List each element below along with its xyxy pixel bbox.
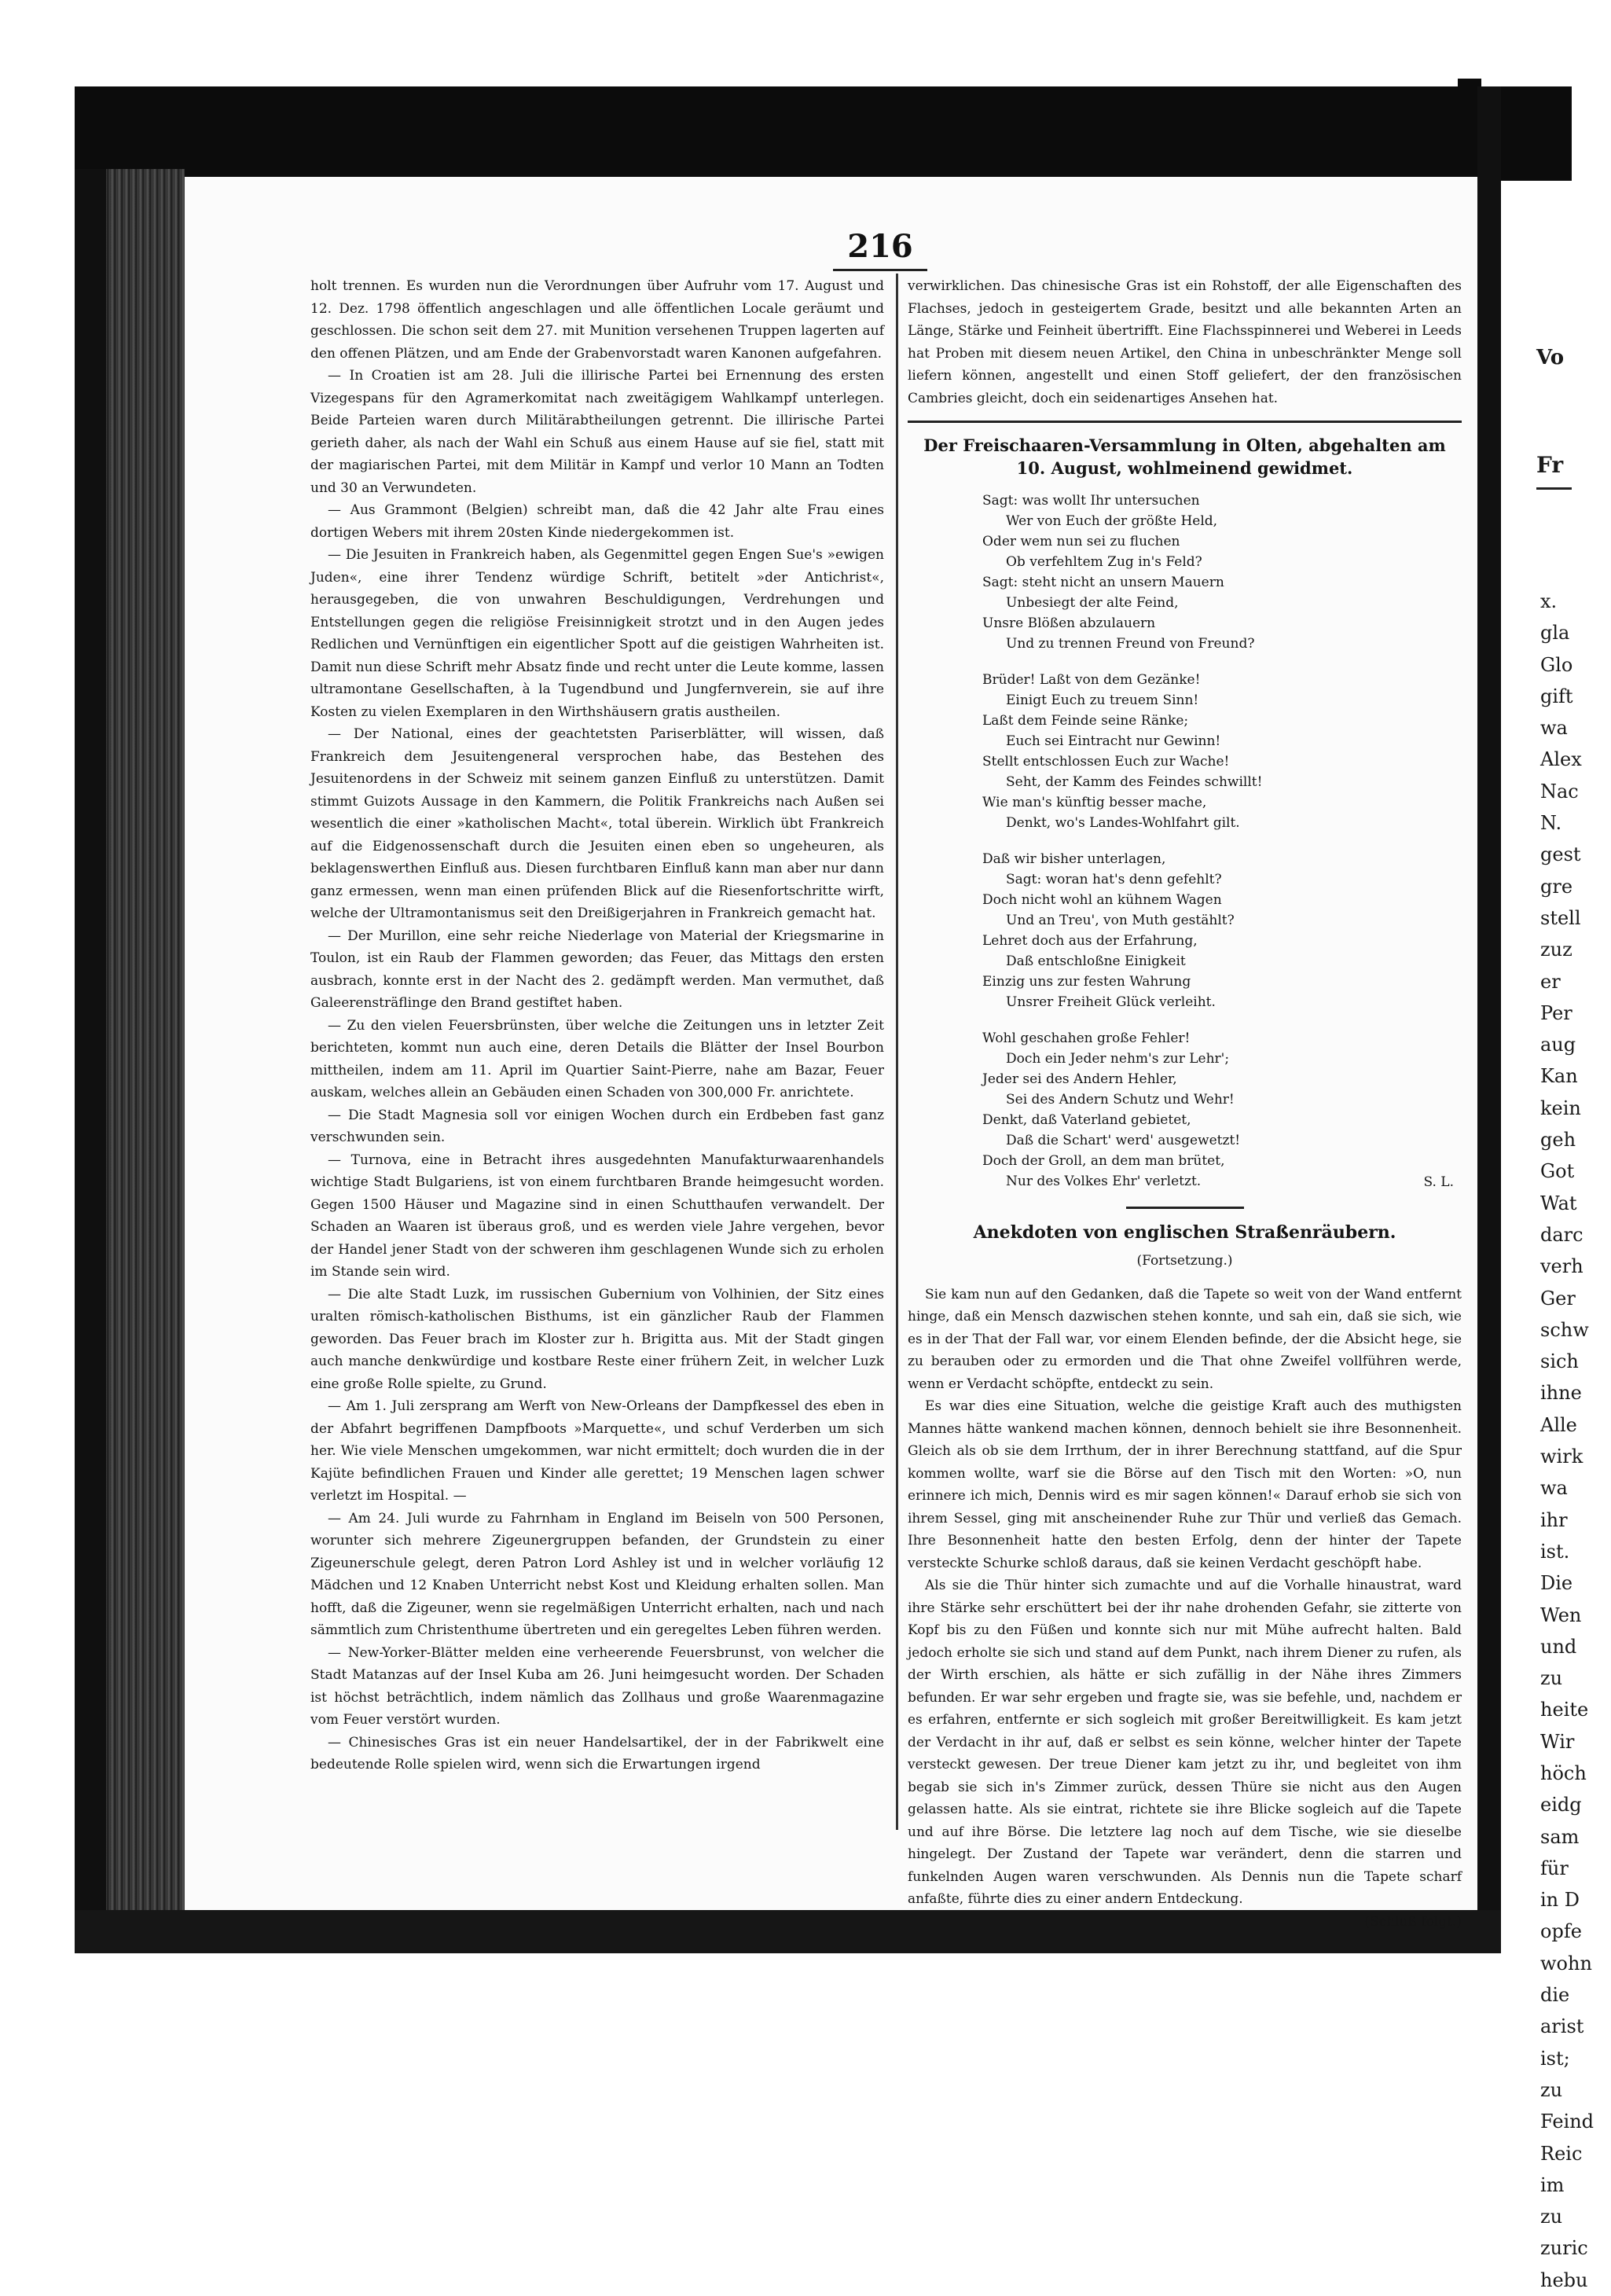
poem-line: Daß entschloßne Einigkeit: [1006, 953, 1186, 969]
page-number: 216: [847, 228, 913, 265]
next-page-line-fragment: Kan: [1540, 1065, 1578, 1088]
poem-line: Unsre Blößen abzulauern: [982, 615, 1156, 631]
poem-line: Nur des Volkes Ehr' verletzt.: [1006, 1174, 1202, 1189]
poem-line: Einzig uns zur festen Wahrung: [982, 974, 1191, 990]
next-page-line-fragment: ist.: [1540, 1540, 1570, 1563]
poem-line: Stellt entschlossen Euch zur Wache!: [982, 754, 1230, 770]
next-page-line-fragment: Got: [1540, 1160, 1575, 1183]
scan-top-margin: [0, 0, 1572, 86]
next-page-line-fragment: ihr: [1540, 1508, 1568, 1531]
section-rule: [908, 421, 1462, 423]
poem-line: Und an Treu', von Muth gestählt?: [1006, 913, 1235, 928]
news-item: — Aus Grammont (Belgien) schreibt man, daß die 42 Jahr alte Frau eines dortigen Webers mit ihrem 20sten Kinde niedergekommen ist.: [310, 502, 884, 541]
poem-line: Jeder sei des Andern Hehler,: [982, 1071, 1177, 1087]
news-item: — Turnova, eine in Betracht ihres ausgedehnten Manufakturwaarenhandels wichtige Stadt Bulgariens, ist von einem furchtbaren Brande heimgesucht worden. Gegen 1500 Häuser und Magazine sind in einen Schutthaufen verwandelt. Der Schaden an Waaren ist überaus groß, und es werden viele Jahre vergehen, bevor der Handel jener Stadt von der schweren ihm geschlagenen Wunde sich zu erholen im Stande sein wird.: [310, 1152, 884, 1280]
next-page-line-fragment: Alle: [1540, 1413, 1577, 1436]
next-page-line-fragment: wa: [1540, 717, 1568, 740]
next-page-line-fragment: wirk: [1540, 1446, 1583, 1468]
next-page-title-fragment: Fr: [1536, 452, 1564, 478]
news-item: — In Croatien ist am 28. Juli die illirische Partei bei Ernennung des ersten Vizegespans für den Agramerkomitat nach zweitägigem Wahlkampf unterlegen. Beide Parteien waren durch Militärabtheilungen getrennt. Die illirische Partei gerieth daher, als nach der Wahl ein Schuß aus einem Hause auf sie fiel, statt mit der magiarischen Partei, mit dem Militär in Kampf und verlor 10 Mann an Todten und 30 an Verwundeten.: [310, 368, 884, 496]
poem-line: Unsrer Freiheit Glück verleiht.: [1006, 994, 1216, 1010]
scan-bottom-margin: [0, 1953, 1572, 2079]
poem-stanza: [982, 1028, 1462, 1192]
poem-line: Daß wir bisher unterlagen,: [982, 851, 1166, 867]
news-item: — New-Yorker-Blätter melden eine verheerende Feuersbrunst, von welcher die Stadt Matanzas auf der Insel Kuba am 26. Juni heimgesucht worden. Der Schaden ist höchst beträchtlich, indem nämlich das Zollhaus und große Waarenmagazine vom Feuer verstört wurden.: [310, 1644, 884, 1728]
next-page-line-fragment: gift: [1540, 685, 1573, 707]
poem-line: Oder wem nun sei zu fluchen: [982, 534, 1180, 549]
next-page-line-fragment: gest: [1540, 843, 1581, 866]
next-page-line-fragment: Feind: [1540, 2110, 1594, 2133]
poem-line: Sagt: was wollt Ihr untersuchen: [982, 493, 1200, 509]
next-page-line-fragment: heite: [1540, 1699, 1589, 1721]
news-item: — Der National, eines der geachtetsten Pariserblätter, will wissen, daß Frankreich dem Jesuitengeneral versprochen habe, das Bestehen des Jesuitenordens in der Schweiz mit seinem ganzen Einfluß zu unterstützen. Damit stimmt Guizots Aussage in den Kammern, die Politik Frankreichs nach Außen sei wesentlich die einer »katholischen Macht«, total überein. Wirklich übt Frankreich auf die Eidgenossenschaft durch die Jesuiten einen eben so ungeheuren, als beklagenswerthen Einfluß aus. Diesen furchtbaren Einfluß kann man aber nur dann ganz ermessen, wenn man einen prüfenden Blick auf die Riesenfortschritte wirft, welche der Ultramontanismus seit den Dreißigerjahren in Frankreich gemacht hat.: [310, 726, 884, 921]
next-page-line-fragment: und: [1540, 1635, 1577, 1658]
poem-line: Wie man's künftig besser mache,: [982, 795, 1207, 810]
next-page-line-fragment: aug: [1540, 1034, 1576, 1056]
next-page-line-fragment: zuz: [1540, 939, 1572, 961]
next-page-line-fragment: arist: [1540, 2015, 1584, 2038]
poem: [982, 490, 1462, 1192]
poem-line: Sagt: woran hat's denn gefehlt?: [1006, 872, 1222, 887]
poem-line: Einigt Euch zu treuem Sinn!: [1006, 692, 1199, 708]
next-page-text-fragments: [1540, 586, 1611, 2296]
poem-line: Doch nicht wohl an kühnem Wagen: [982, 892, 1222, 908]
next-page-line-fragment: N.: [1540, 812, 1562, 835]
next-page-line-fragment: darc: [1540, 1223, 1583, 1246]
next-page-line-fragment: verh: [1540, 1255, 1583, 1278]
next-page-line-fragment: Wir: [1540, 1730, 1575, 1753]
next-page-line-fragment: Nac: [1540, 780, 1579, 803]
news-item: — Die alte Stadt Luzk, im russischen Gubernium von Volhinien, der Sitz eines uralten römisch-katholischen Bisthums, ist ein gänzlicher Raub der Flammen geworden. Das Feuer brach im Kloster zur h. Brigitta aus. Mit der Stadt gingen auch manche denkwürdige und kostbare Reste einer frühern Zeit, in welcher Luzk eine große Rolle spielte, zu Grund.: [310, 1286, 884, 1392]
section-rule-short: [1126, 1207, 1244, 1209]
story-subtitle: (Fortsetzung.): [1136, 1253, 1233, 1269]
next-page-line-fragment: er: [1540, 970, 1561, 993]
poem-line: Sagt: steht nicht an unsern Mauern: [982, 575, 1224, 590]
next-page-line-fragment: wa: [1540, 1477, 1568, 1500]
next-page-line-fragment: Reic: [1540, 2142, 1583, 2165]
next-page-line-fragment: sich: [1540, 1350, 1579, 1373]
gutter-shadow: [1477, 86, 1501, 1926]
story-paragraph: Es war dies eine Situation, welche die geistige Kraft auch des muthigsten Mannes hätte wankend machen können, dennoch behielt sie ihre Besonnenheit. Gleich als ob sie dem Irrthum, der in ihrer Berechnung stattfand, auf die Spur kommen wollte, warf sie die Börse auf den Tisch mit den Worten: »O, nun erinnere ich mich, Dennis wird es mir sagen können!« Darauf erhob sie sich von ihrem Sessel, ging mit anscheinender Ruhe zur Thür und verließ das Gemach. Ihre Besonnenheit hatte den besten Erfolg, denn der hinter der Tapete versteckte Schurke schloß daraus, daß sie keinen Verdacht geschöpft habe.: [908, 1398, 1462, 1571]
next-page-line-fragment: Glo: [1540, 653, 1573, 676]
news-item: — Die Jesuiten in Frankreich haben, als Gegenmittel gegen Engen Sue's »ewigen Juden«, eine ihrer Tendenz würdige Schrift, betitelt »der Antichrist«, herausgegeben, die von unwahren Beschuldigungen, Verdrehungen und Entstellungen gegen die religiöse Freisinnigkeit strotzt und in den Augen jedes Redlichen und Vernünftigen ein eigentlicher Spott auf die geistigen Wahrheiten ist. Damit nun diese Schrift mehr Absatz finde und recht unter die Leute komme, lassen ultramontane Gesellschaften, à la Tugendbund und Jungfernverein, sie auf ihre Kosten zu vielen Exemplaren in den Wirthshäusern gratis austheilen.: [310, 547, 884, 720]
poem-line: Laßt dem Feinde seine Ränke;: [982, 713, 1189, 729]
page-number-rule: [833, 269, 927, 271]
book-edge-shadow: [75, 169, 106, 1941]
next-page-line-fragment: Alex: [1540, 748, 1582, 771]
story-conclusion: (Schluß folgt.): [1364, 1913, 1462, 1930]
right-column: [908, 275, 1462, 1933]
next-page-line-fragment: höch: [1540, 1761, 1587, 1784]
column-divider: [896, 274, 898, 1830]
poem-stanza: [982, 849, 1462, 1012]
poem-line: Lehret doch aus der Erfahrung,: [982, 933, 1198, 949]
scan-top-shadow: [75, 86, 1572, 181]
next-page-line-fragment: schw: [1540, 1318, 1589, 1341]
poem-title: Der Freischaaren-Versammlung in Olten, abgehalten am 10. August, wohlmeinend gewidmet.: [923, 435, 1446, 478]
next-page-line-fragment: zu: [1540, 2206, 1563, 2228]
news-item: — Am 1. Juli zersprang am Werft von New-Orleans der Dampfkessel des eben in der Abfahrt begriffenen Dampfboots »Marquette«, und schuf Verderben um sich her. Wie viele Menschen umgekommen, war nicht ermittelt; doch wurden die in der Kajüte befindlichen Frauen und Kinder alle gerettet; 19 Menschen lagen schwer verletzt im Hospital. —: [310, 1398, 884, 1504]
poem-line: Ob verfehltem Zug in's Feld?: [1006, 554, 1202, 570]
next-page-line-fragment: in D: [1540, 1889, 1580, 1912]
next-page-line-fragment: gre: [1540, 875, 1573, 898]
story-paragraph: Sie kam nun auf den Gedanken, daß die Tapete so weit von der Wand entfernt hinge, daß ein Mensch dazwischen stehen konnte, und sah ein, daß sie sich, wie es in der That der Fall war, vor einem Elenden befinde, der die Absicht hege, sie zu berauben oder zu ermorden und die That ohne Zweifel vollführen werde, wenn er Verdacht schöpfte, entdeckt zu sein.: [908, 1286, 1462, 1392]
poem-line: Sei des Andern Schutz und Wehr!: [1006, 1092, 1235, 1108]
next-page-line-fragment: ist;: [1540, 2047, 1570, 2070]
news-item: holt trennen. Es wurden nun die Verordnungen über Aufruhr vom 17. August und 12. Dez. 1798 öffentlich angeschlagen und alle öffentlichen Locale geräumt und geschlossen. Die schon seit dem 27. mit Munition versehenen Truppen lagerten auf den offenen Plätzen, und am Ende der Grabenvorstadt waren Kanonen aufgefahren.: [310, 278, 884, 362]
poem-line: Daß die Schart' werd' ausgewetzt!: [1006, 1133, 1241, 1148]
next-page-line-fragment: zu: [1540, 2078, 1563, 2101]
next-page-line-fragment: hebu: [1540, 2268, 1588, 2291]
news-item-continuation: verwirklichen. Das chinesische Gras ist ein Rohstoff, der alle Eigenschaften des Flachses, jedoch in gesteigertem Grade, besitzt und alle bekannten Arten an Länge, Stärke und Feinheit übertrifft. Eine Flachsspinnerei und Weberei in Leeds hat Proben mit diesem neuen Artikel, den China in unbeschränkter Menge soll liefern können, angestellt und einen Stoff geliefert, der den französischen Cambries gleicht, doch ein seidenartiges Ansehen hat.: [908, 278, 1462, 406]
news-item: — Chinesisches Gras ist ein neuer Handelsartikel, der in der Fabrikwelt eine bedeutende Rolle spielen wird, wenn sich die Erwartungen irgend: [310, 1734, 884, 1773]
next-page-line-fragment: ihne: [1540, 1382, 1582, 1405]
poem-signature: S. L.: [1423, 1174, 1454, 1190]
poem-line: Denkt, wo's Landes-Wohlfahrt gilt.: [1006, 815, 1240, 831]
next-page-line-fragment: x.: [1540, 590, 1558, 612]
next-page-line-fragment: zuric: [1540, 2237, 1588, 2260]
next-page-line-fragment: für: [1540, 1857, 1569, 1879]
poem-line: Wohl geschahen große Fehler!: [982, 1030, 1191, 1046]
poem-line: Und zu trennen Freund von Freund?: [1006, 636, 1255, 652]
story-title: Anekdoten von englischen Straßenräubern.: [973, 1221, 1396, 1243]
next-page-line-fragment: Wen: [1540, 1604, 1582, 1626]
next-page-line-fragment: Ger: [1540, 1287, 1576, 1310]
next-page-line-fragment: im: [1540, 2173, 1565, 2196]
next-page-line-fragment: geh: [1540, 1129, 1576, 1152]
poem-stanza: [982, 490, 1462, 654]
next-page-line-fragment: sam: [1540, 1825, 1580, 1848]
poem-line: Seht, der Kamm des Feindes schwillt!: [1006, 774, 1263, 790]
news-item: — Am 24. Juli wurde zu Fahrnham in England im Beiseln von 500 Personen, worunter sich mehrere Zigeunergruppen befanden, der Grundstein zu einer Zigeunerschule gelegt, deren Patron Lord Ashley ist und in welcher vorläufig 12 Mädchen und 12 Knaben Unterricht nebst Kost und Kleidung erhalten sollen. Man hofft, daß die Zigeuner, wenn sie regelmäßigen Unterricht erhalten, nach und nach sämmtlich zum Christenthume übertreten und ein geregeltes Leben führen werden.: [310, 1510, 884, 1638]
next-page-line-fragment: Die: [1540, 1572, 1573, 1595]
next-page-line-fragment: opfe: [1540, 1920, 1582, 1943]
poem-line: Doch ein Jeder nehm's zur Lehr';: [1006, 1051, 1230, 1067]
news-item: — Die Stadt Magnesia soll vor einigen Wochen durch ein Erdbeben fast ganz verschwunden sein.: [310, 1107, 884, 1145]
next-page-line-fragment: Wat: [1540, 1192, 1577, 1214]
poem-stanza: [982, 670, 1462, 833]
next-page-line-fragment: stell: [1540, 906, 1581, 929]
story-paragraph: Als sie die Thür hinter sich zumachte und auf die Vorhalle hinaustrat, ward ihre Stärke sehr erschüttert bei der ihr nahe drohenden Gefahr, sie zitterte von Kopf bis zu den Füßen und konnte sich nur mit Mühe aufrecht halten. Bald jedoch erholte sie sich und stand auf dem Punkt, nach ihrem Diener zu rufen, als der Wirth erschien, als hätte er sich zufällig in der Nähe ihres Zimmers befunden. Er war sehr ergeben und fragte sie, was sie befehle, und, nachdem er es erfahren, entfernte er sich sogleich mit großer Bereitwilligkeit. Es kam jetzt der Verdacht in ihr auf, daß er selbst es sein könne, welcher hinter der Tapete versteckt gewesen. Der treue Diener kam jetzt zu ihr, und begleitet von ihm begab sie sich in's Zimmer zurück, dessen Thüre sie nicht aus den Augen gelassen hatte. Als sie eintrat, richtete sie ihre Blicke sogleich auf die Tapete und auf ihre Börse. Die letztere lag noch auf dem Tische, wie sie dieselbe hingelegt. Der Zustand der Tapete war verändert, denn die starren und funkelnden Augen waren verschwunden. Als Dennis nun die Tapete scharf anfaßte, führte dies zu einer andern Entdeckung.: [908, 1578, 1462, 1907]
news-item: — Zu den vielen Feuersbrünsten, über welche die Zeitungen uns in letzter Zeit berichteten, kommt nun auch eine, deren Details die Blätter der Insel Bourbon mittheilen, indem am 11. April im Quartier Saint-Pierre, nahe am Bazar, Feuer auskam, welches allein an Gebäuden einen Schaden von 300,000 Fr. anrichtete.: [310, 1017, 884, 1100]
next-page-line-fragment: wohn: [1540, 1952, 1592, 1975]
poem-line: Euch sei Eintracht nur Gewinn!: [1006, 733, 1221, 749]
poem-line: Denkt, daß Vaterland gebietet,: [982, 1112, 1191, 1128]
poem-line: Unbesiegt der alte Feind,: [1006, 595, 1179, 611]
next-page-line-fragment: Per: [1540, 1001, 1572, 1024]
next-page-heading-fragment: Vo: [1536, 346, 1565, 369]
next-page-rule: [1536, 487, 1572, 490]
next-page-line-fragment: kein: [1540, 1097, 1581, 1119]
news-item: — Der Murillon, eine sehr reiche Niederlage von Material der Kriegsmarine in Toulon, ist ein Raub der Flammen geworden; das Feuer, das Mittags den ersten ausbrach, konnte erst in der Nacht des 2. gedämpft werden. Man vermuthet, daß Galeerensträflinge den Brand gestiftet haben.: [310, 928, 884, 1011]
next-page-line-fragment: gla: [1540, 622, 1570, 645]
left-column: [310, 275, 884, 1776]
poem-line: Wer von Euch der größte Held,: [1006, 513, 1218, 529]
poem-line: Doch der Groll, an dem man brütet,: [982, 1153, 1225, 1169]
next-page-line-fragment: zu: [1540, 1667, 1563, 1690]
next-page-line-fragment: eidg: [1540, 1794, 1582, 1817]
poem-line: Brüder! Laßt von dem Gezänke!: [982, 672, 1201, 688]
next-page-line-fragment: die: [1540, 1984, 1570, 2007]
